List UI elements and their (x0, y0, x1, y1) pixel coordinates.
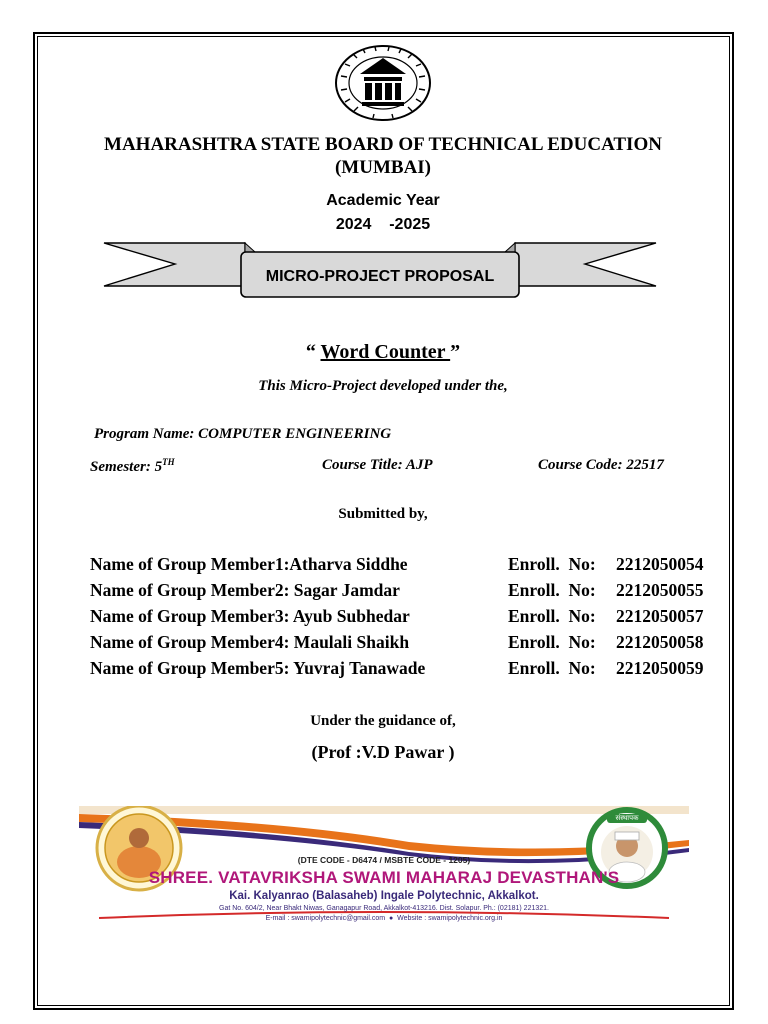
member-name: Name of Group Member2: Sagar Jamdar (90, 580, 400, 600)
enroll-label: Enroll. No: (508, 606, 596, 626)
enroll-label: Enroll. No: (508, 554, 596, 574)
title-close-quote: ” (450, 341, 461, 363)
member-row (90, 632, 704, 653)
semester-label: Semester: 5 (90, 459, 163, 475)
member-name: Name of Group Member1:Atharva Siddhe (90, 554, 408, 574)
email-website-line: E-mail : swamipolytechnic@gmail.com ● Website : swamipolytechnic.org.in (265, 915, 503, 922)
address-line: Gat No. 604/2, Near Bhakt Niwas, Ganagapur Road, Akkalkot-413216. Dist. Solapur. Ph.: (02181) 221321. (219, 905, 549, 912)
enroll-label: Enroll. No: (508, 658, 596, 678)
enroll-number: 2212050058 (616, 632, 704, 652)
institute-banner (79, 806, 689, 928)
academic-year-value: 2024 -2025 (335, 216, 431, 233)
semester-sup: TH (162, 457, 175, 467)
program-name: Program Name: COMPUTER ENGINEERING (94, 426, 392, 442)
submitted-by-label: Submitted by, (338, 506, 428, 522)
academic-year-label: Academic Year (326, 192, 440, 209)
enroll-number: 2212050059 (616, 658, 704, 678)
board-city: (MUMBAI) (334, 157, 432, 178)
member-row (90, 606, 704, 627)
member-name: Name of Group Member4: Maulali Shaikh (90, 632, 410, 652)
msbte-seal-logo (333, 44, 433, 122)
codes-line: (DTE CODE - D6474 / MSBTE CODE - 1205) (297, 855, 471, 865)
course-code: Course Code: 22517 (538, 457, 664, 473)
enroll-label: Enroll. No: (508, 580, 596, 600)
guide-name: (Prof :V.D Pawar ) (311, 742, 455, 762)
course-title: Course Title: AJP (322, 457, 433, 473)
member-row (90, 658, 704, 679)
project-title (40, 341, 726, 364)
member-row (90, 554, 704, 575)
title-text: Word Counter (320, 341, 451, 363)
college-name: Kai. Kalyanrao (Balasaheb) Ingale Polytechnic, Akkalkot. (229, 890, 539, 902)
member-row (90, 580, 704, 601)
board-name: MAHARASHTRA STATE BOARD OF TECHNICAL EDUCATION (104, 134, 662, 155)
guidance-label: Under the guidance of, (310, 713, 456, 729)
enroll-number: 2212050057 (616, 606, 704, 626)
title-open-quote: “ (305, 341, 321, 363)
semester (90, 457, 175, 476)
banner-label: MICRO-PROJECT PROPOSAL (265, 268, 495, 285)
member-name: Name of Group Member5: Yuvraj Tanawade (90, 658, 426, 678)
institute-name: SHREE. VATAVRIKSHA SWAMI MAHARAJ DEVASTHAN'S (148, 868, 620, 887)
member-name: Name of Group Member3: Ayub Subhedar (90, 606, 410, 626)
enroll-label: Enroll. No: (508, 632, 596, 652)
developed-under: This Micro-Project developed under the, (258, 378, 508, 394)
founder-badge: संस्थापक (607, 814, 647, 823)
enroll-number: 2212050054 (616, 554, 704, 574)
enroll-number: 2212050055 (616, 580, 704, 600)
